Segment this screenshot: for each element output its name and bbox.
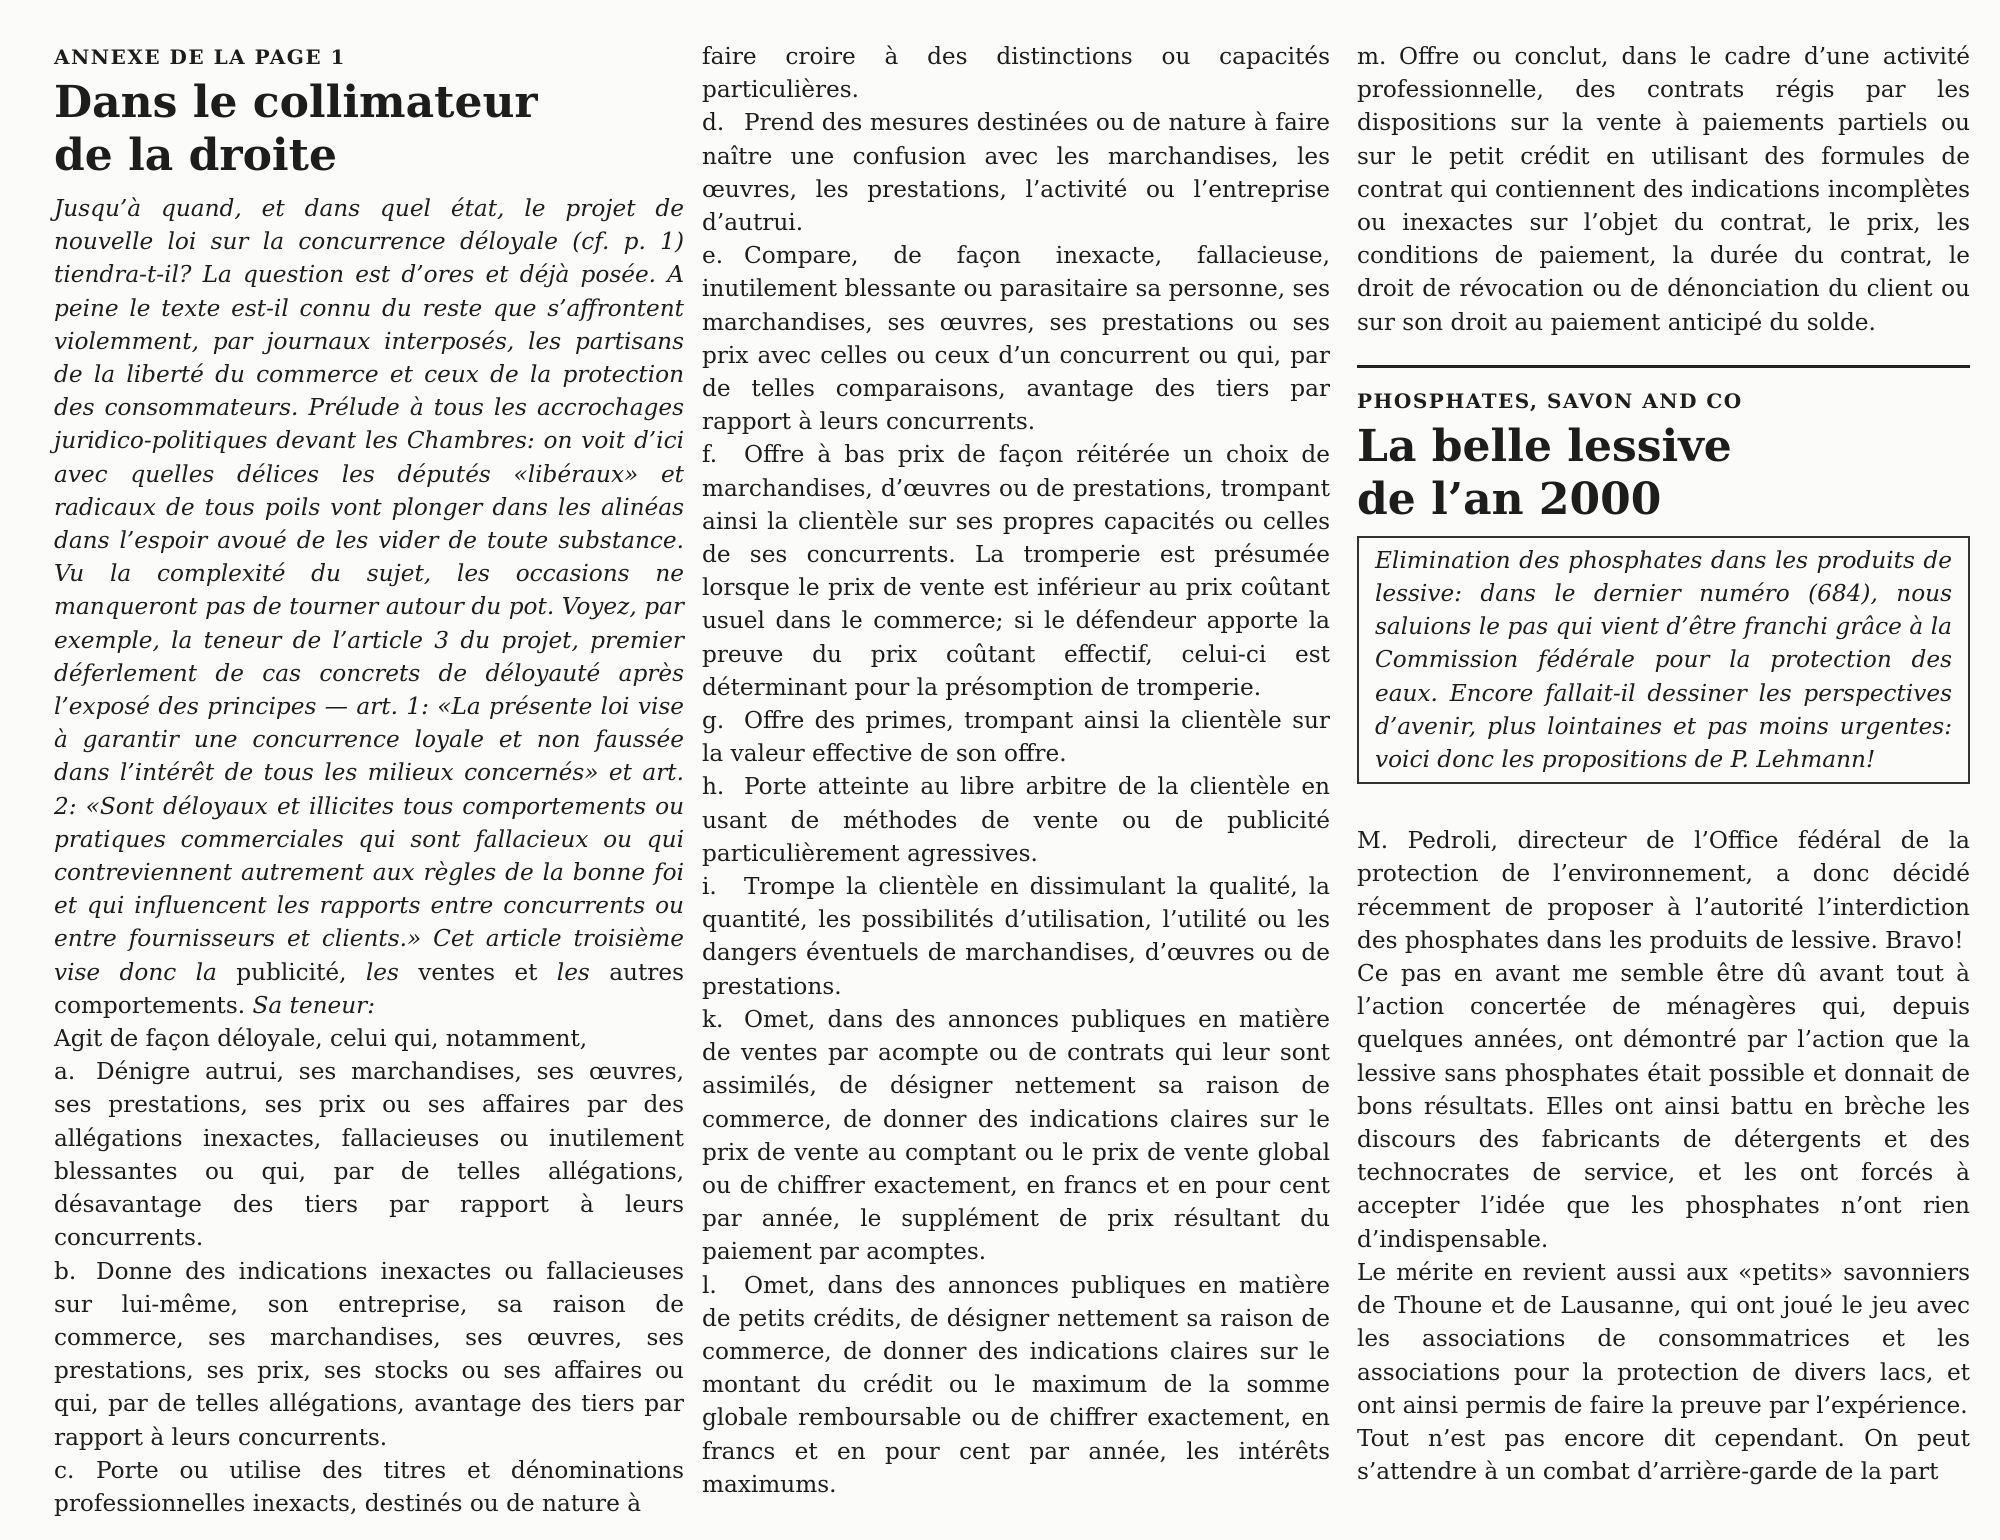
item-text: Offre des primes, trompant ainsi la clientèle sur la valeur effective de son offre. [702,707,1330,768]
item-text: Offre ou conclut, dans le cadre d’une activité professionnelle, des contrats régis par les dispositions sur la vente à paiements partiels ou sur le petit crédit en utilisant des formules de contrat qui contiennent des indications incomplètes ou inexactes sur l’objet du contrat, le prix, les conditions de paiement, la durée du contrat, le droit de révocation ou de dénonciation du client ou sur son droit au paiement anticipé du solde. [1357,43,1970,336]
article-paragraph: Ce pas en avant me semble être dû avant tout à l’action concertée de ménagères qui, depuis quelques années, ont démontré par l’action que la lessive sans phosphates était possible et donnait de bons résultats. Elles ont ainsi battu en brèche les discours des fabricants de détergents et des technocrates de service, et les ont forcés à accepter l’idée que les phosphates n’ont rien d’indispensable. [1357,960,1970,1253]
article-intro: Agit de façon déloyale, celui qui, notamment, [54,1025,588,1053]
lead-word: Sa teneur: [252,991,376,1019]
law-item [702,239,1330,438]
law-item [702,106,1330,239]
continued-text: faire croire à des distinctions ou capacités particulières. [702,43,1330,104]
section-kicker: ANNEXE DE LA PAGE 1 [54,45,346,69]
headline-line: La belle lessive [1357,420,1732,472]
law-item [702,704,1330,770]
item-label: e. [702,242,724,270]
article-paragraph: M. Pedroli, directeur de l’Office fédéral de la protection de l’environnement, a donc décidé récemment de proposer à l’autorité l’interdiction des phosphates dans les produits de lessive. Bravo! [1357,827,1970,954]
article-headline [1357,420,1970,526]
item-label: b. [54,1257,77,1285]
item-text: Porte atteinte au libre arbitre de la clientèle en usant de méthodes de vente ou de publicité particulièrement agressives. [702,773,1330,867]
item-label: i. [702,873,717,901]
item-label: k. [702,1005,724,1033]
article-headline [54,76,684,182]
item-text: Omet, dans des annonces publiques en matière de petits crédits, de désigner nettement sa raison de commerce, de donner des indications claires sur le montant du crédit ou le maximum de la somme globale remboursable ou de chiffrer exactement, en francs et en pour cent par année, les intérêts maximums. [702,1271,1330,1498]
section-divider [1357,365,1970,368]
item-text: Dénigre autrui, ses marchandises, ses œuvres, ses prestations, ses prix ou ses affaires par des allégations inexactes, fallacieuses ou inutilement blessantes ou qui, par de telles allégations, désavantage des tiers par rapport à leurs concurrents. [54,1058,684,1252]
item-text: Omet, dans des annonces publiques en matière de ventes par acompte ou de contrats qui leur sont assimilés, de désigner nettement sa raison de commerce, de donner des indications claires sur le prix de vente au comptant ou le prix de vente global ou de chiffrer exactement, en francs et en pour cent par année, le supplément de prix résultant du paiement par acomptes. [702,1005,1330,1266]
column-right [1357,40,1970,1488]
item-text: Trompe la clientèle en dissimulant la qualité, la quantité, les possibilités d’utilisation, l’utilité ou les dangers éventuels de marchandises, d’œuvres ou de prestations. [702,873,1330,1000]
item-label: f. [702,441,718,469]
law-item [702,870,1330,1003]
item-label: c. [54,1456,75,1484]
item-label: h. [702,773,725,801]
lead-word: publicité, [236,958,347,986]
item-label: g. [702,707,725,735]
lead-word: autres comportements. [54,958,684,1019]
column-middle [702,40,1330,1501]
item-label: m. [1357,43,1387,70]
law-item [702,770,1330,870]
headline-line: Dans le collimateur [54,77,538,128]
law-item [54,1454,684,1520]
section-kicker: PHOSPHATES, SAVON AND CO [1357,388,1743,413]
law-item [54,1055,684,1254]
lead-word: les [556,958,590,986]
item-text: Porte ou utilise des titres et dénominations professionnelles inexacts, destinés ou de nature à [54,1456,684,1517]
lead-word: les [365,958,399,986]
column-left [54,40,684,1520]
law-item [702,1269,1330,1501]
article-paragraph: Tout n’est pas encore dit cependant. On peut s’attendre à un combat d’arrière-garde de la part [1357,1424,1970,1486]
lead-text: Jusqu’à quand, et dans quel état, le projet de nouvelle loi sur la concurrence déloyale (cf. p. 1) tiendra-t-il? La question est d’ores et déjà posée. A peine le texte est-il connu du reste que s’affrontent violemment, par journaux interposés, les partisans de la liberté du commerce et ceux de la protection des consommateurs. Prélude à tous les accrochages juridico-politiques devant les Chambres: on voit d’ici avec quelles délices les députés «libéraux» et radicaux de tous poils vont plonger dans les alinéas dans l’espoir avoué de les vider de toute substance. Vu la complexité du sujet, les occasions ne manqueront pas de tourner autour du pot. Voyez, par exemple, la teneur de l’article 3 du projet, premier déferlement de cas concrets de déloyauté après l’exposé des principes — art. 1: «La présente loi vise à garantir une concurrence loyale et non faussée dans l’intérêt de tous les milieux concernés» et art. 2: «Sont déloyaux et illicites tous comportements ou pratiques commerciales qui sont fallacieux ou qui contreviennent autrement aux règles de la bonne foi et qui influencent les rapports entre concurrents ou entre fournisseurs et clients.» Cet article troisième vise donc la [54,195,684,986]
item-text: Prend des mesures destinées ou de nature à faire naître une confusion avec les marchandises, les œuvres, les prestations, l’activité ou l’entreprise d’autrui. [702,109,1330,237]
lead-word: ventes et [418,958,538,986]
item-label: a. [54,1058,76,1086]
article-lead [54,192,684,1022]
headline-line: de l’an 2000 [1357,473,1662,525]
intro-box: Elimination des phosphates dans les produits de lessive: dans le dernier numéro (684), nous saluions le pas qui vient d’être franchi grâce à la Commission fédérale pour la protection des eaux. Encore fallait-il dessiner les perspectives d’avenir, plus lointaines et pas moins urgentes: voici donc les propositions de P. Lehmann! [1357,536,1970,784]
item-text: Offre à bas prix de façon réitérée un choix de marchandises, d’œuvres ou de prestations, trompant ainsi la clientèle sur ses propres capacités ou celles de ses concurrents. La tromperie est présumée lorsque le prix de vente est inférieur au prix coûtant usuel dans le commerce; si le défendeur apporte la preuve du prix coûtant effectif, celui-ci est déterminant pour la présomption de tromperie. [702,441,1330,701]
item-label: d. [702,109,725,137]
law-item [54,1255,684,1454]
law-item [1357,40,1970,339]
article-paragraph: Le mérite en revient aussi aux «petits» savonniers de Thoune et de Lausanne, qui ont joué le jeu avec les associations de consommatrices et les associations pour la protection de divers lacs, et ont ainsi permis de faire la preuve par l’expérience. [1357,1258,1970,1419]
item-text: Compare, de façon inexacte, fallacieuse, inutilement blessante ou parasitaire sa personne, ses marchandises, ses œuvres, ses prestations ou ses prix avec celles ou ceux d’un concurrent ou qui, par de telles comparaisons, avantage des tiers par rapport à leurs concurrents. [702,242,1330,436]
item-label: l. [702,1271,717,1299]
item-text: Donne des indications inexactes ou fallacieuses sur lui-même, son entreprise, sa raison de commerce, ses marchandises, ses œuvres, ses prestations, ses prix, ses stocks ou ses affaires ou qui, par de telles allégations, avantage des tiers par rapport à leurs concurrents. [54,1257,684,1451]
law-item [702,1003,1330,1269]
law-item [702,438,1330,704]
headline-line: de la droite [54,130,337,181]
